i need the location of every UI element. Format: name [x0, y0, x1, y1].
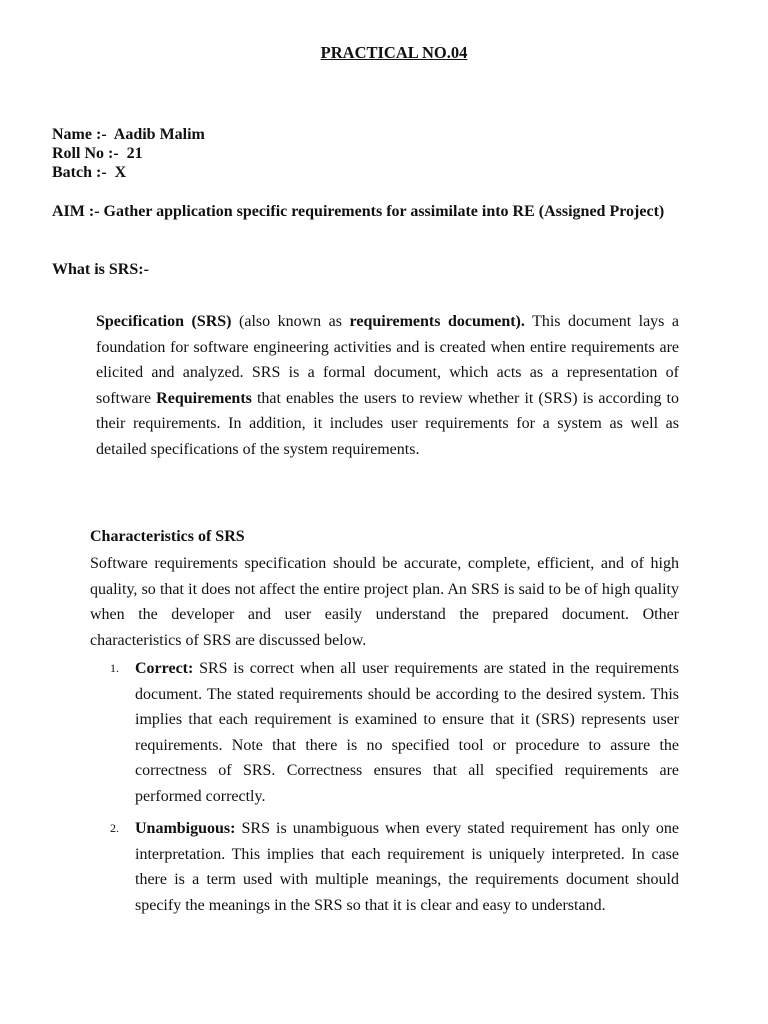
list-number: 2.: [110, 821, 119, 835]
list-item-term: Correct:: [135, 660, 194, 677]
srs-intro-paragraph: [96, 309, 679, 462]
intro-text-3: that enables the users to review whether it (SRS) is according to their requirements. In addition, it includes user requirements for a system as well as detailed specifications of the system requirements.: [96, 389, 679, 458]
page-title: PRACTICAL NO.04: [320, 43, 468, 62]
roll-row: [52, 144, 205, 163]
roll-label: Roll No :-: [52, 145, 119, 162]
characteristics-paragraph: Software requirements specification should be accurate, complete, efficient, and of high quality, so that it does not affect the entire project plan. An SRS is said to be of high quality when the developer and user easily understand the prepared document. Other characteristics of SRS are discussed below.: [90, 555, 679, 649]
list-item-term: Unambiguous:: [135, 820, 236, 837]
what-is-srs-heading: What is SRS:-: [52, 261, 149, 278]
roll-value: 21: [126, 145, 143, 162]
intro-term-srs: Specification (SRS): [96, 313, 232, 330]
batch-row: [52, 163, 205, 182]
intro-term-requirements: Requirements: [156, 389, 252, 407]
name-value: Aadib Malim: [113, 126, 205, 143]
list-item-unambiguous: [90, 816, 679, 918]
student-info: [52, 125, 205, 182]
list-item-text: SRS is unambiguous when every stated requirement has only one interpretation. This implies that each requirement is uniquely interpreted. In case there is a term used with multiple meanings, the requirements document should specify the meanings in the SRS so that it is clear and easy to understand.: [135, 820, 679, 914]
list-number: 1.: [110, 661, 119, 675]
characteristics-heading: Characteristics of SRS: [90, 528, 245, 545]
aim-statement: AIM :- Gather application specific requirements for assimilate into RE (Assigned Project): [52, 203, 665, 220]
intro-term-requirements-document: requirements document).: [349, 313, 525, 330]
characteristics-list: [90, 656, 679, 925]
batch-value: X: [114, 164, 127, 181]
intro-text-2: This document lays a foundation for software engineering activities and is created when entire requirements are elicited and analyzed. SRS is a formal document, which acts as a representation of software: [96, 313, 680, 407]
batch-label: Batch :-: [52, 164, 107, 181]
name-row: [52, 125, 205, 144]
name-label: Name :-: [52, 126, 107, 143]
list-item-text: SRS is correct when all user requirements are stated in the requirements document. The stated requirements should be according to the desired system. This implies that each requirement is examined to ensure that it (SRS) represents user requirements. Note that there is no specified tool or procedure to assure the correctness of SRS. Correctness ensures that all specified requirements are performed correctly.: [135, 660, 679, 805]
list-item-correct: [90, 656, 679, 809]
intro-text-1: (also known as: [231, 313, 350, 330]
